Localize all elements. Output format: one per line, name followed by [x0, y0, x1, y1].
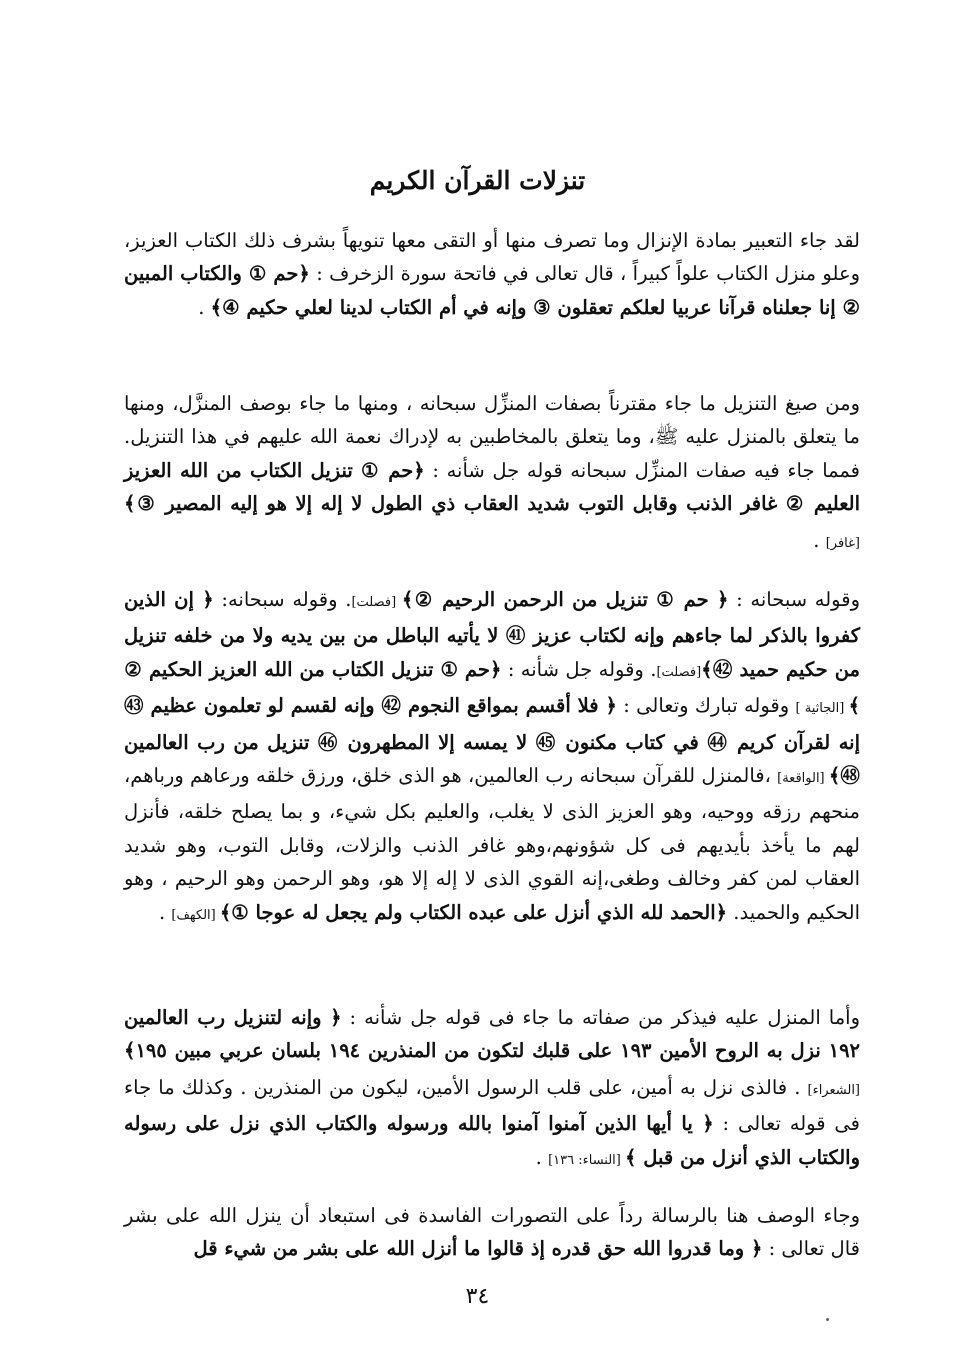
quran-quote: ﴿ وإنه لتنزيل رب العالمين ١٩٢ نزل به الروح الأمين ١٩٣ على قلبك لتكون من المنذرين ١٩٤ بلسان عربي مبين ١٩٥﴾	[124, 1006, 861, 1063]
paragraph-text: وقوله تبارك وتعالى :	[616, 694, 796, 718]
surah-reference: [النساء: ١٣٦]	[548, 1152, 625, 1168]
paragraph-tail: .	[535, 1145, 549, 1169]
surah-reference: [الشعراء]	[807, 1082, 860, 1098]
paragraph-4	[124, 1001, 860, 1177]
paragraph-5	[124, 1199, 860, 1266]
paragraph-text: . فالذى نزل به أمين، على قلب الرسول الأمين، ليكون من المنذرين . وكذلك ما جاء فى قوله تعالى :	[124, 1075, 861, 1136]
paragraph-text: لقد جاء التعبير بمادة الإنزال وما تصرف منها أو التقى معها تنويهاً بشرف ذلك الكتاب العزيز، وعلو منزل الكتاب علواً كبيراً ، قال تعالى في فاتحة سورة الزخرف :	[124, 229, 861, 286]
paragraph-text: ومن صيغ التنزيل ما جاء مقترناً بصفات المنزِّل سبحانه ، ومنها ما جاء بوصف المنزَّل، ومنها ما يتعلق بالمنزل عليه ﷺ، وما يتعلق بالمخاطبين به لإدراك نعمة الله عليهم في هذا التنزيل. فمما جاء فيه صفات المنزِّل سبحانه قوله جل شأنه :	[124, 392, 860, 482]
paragraph-3	[124, 583, 860, 932]
surah-reference: [الجاثية ]	[795, 701, 849, 717]
paragraph-text: . وقوله جل شأنه :	[501, 657, 657, 681]
surah-reference: [فصلت]	[351, 595, 402, 610]
quran-quote: ﴿ حم ① تنزيل من الرحمن الرحيم ②﴾	[401, 588, 729, 611]
paragraph-tail: .	[198, 295, 211, 319]
paragraph-2	[124, 387, 860, 560]
paragraph-text: وقوله سبحانه :	[728, 588, 860, 611]
quran-quote: ﴿ إن الذين كفروا بالذكر لما جاءهم وإنه لكتاب عزيز ㊶ لا يأتيه الباطل من بين يديه ولا من خلفه تنزيل من حكيم حميد ㊷﴾	[124, 588, 861, 681]
page-number: ٣٤	[465, 1284, 490, 1309]
paragraph-text: ،فالمنزل للقرآن سبحانه رب العالمين، هو الذى خلق، ورزق خلقه ورعاهم ورباهم، منحهم رزقه ووحيه، وهو العزيز الذى لا يغلب، والعليم بكل شيء، و بما يصلح خلقه، فأنزل لهم ما يأخذ بأيديهم فى كل شؤونهم،وهو غافر الذنب والزلات، وقابل التوب، وهو شديد العقاب لمن كفر وخالف وطغى،إنه القوي الذى لا إله إلا هو، وهو الرحمن وهو الرحيم ، وهو الحكيم والحميد.	[124, 764, 860, 924]
paragraph-1	[124, 224, 860, 324]
quran-quote: ﴿حم ① تنزيل الكتاب من الله العزيز العليم ② غافر الذنب وقابل التوب شديد العقاب ذي الطول لا إله إلا هو إليه المصير ③﴾	[124, 458, 860, 516]
surah-reference: [الكهف]	[171, 907, 220, 923]
surah-reference: [الواقعة]	[777, 771, 829, 787]
page-title: تنزلات القرآن الكريم	[369, 166, 586, 195]
quran-quote: ﴿حم ① تنزيل الكتاب من الله العزيز الحكيم ② ﴾	[124, 657, 860, 718]
quran-quote: ﴿الحمد لله الذي أنزل على عبده الكتاب ولم يجعل له عوجا ①﴾	[219, 900, 728, 924]
quran-quote: ﴿حم ① والكتاب المبين ② إنا جعلناه قرآنا عربيا لعلكم تعقلون ③ وإنه في أم الكتاب لدينا لعلي حكيم ④﴾	[124, 262, 860, 319]
surah-reference: [فصلت]	[656, 664, 702, 680]
paragraph-tail: .	[813, 528, 826, 552]
quran-quote: ﴿ فلا أقسم بمواقع النجوم ㊷ وإنه لقسم لو تعلمون عظيم ㊸ إنه لقرآن كريم ㊹ في كتاب مكنون ㊺ لا يمسه إلا المطهرون ㊻ تنزيل من رب العالمين ㊽﴾	[124, 694, 860, 788]
quran-quote: ﴿ يا أيها الذين آمنوا آمنوا بالله ورسوله والكتاب الذي نزل على رسوله والكتاب الذي أنزل من قبل ﴾	[124, 1112, 860, 1169]
scan-speck	[826, 1318, 829, 1321]
paragraph-tail: .	[158, 900, 172, 924]
paragraph-text: وأما المنزل عليه فيذكر من صفاته ما جاء فى قوله جل شأنه :	[341, 1006, 861, 1029]
quran-quote: ﴿ وما قدروا الله حق قدره إذ قالوا ما أنزل الله على بشر من شيء قل	[193, 1237, 763, 1261]
paragraph-text: . وقوله سبحانه:	[213, 588, 352, 611]
surah-reference: [غافر]	[825, 535, 860, 551]
paragraph-text: وجاء الوصف هنا بالرسالة رداً على التصورات الفاسدة فى استبعاد أن ينزل الله على بشر قال تعالى :	[124, 1204, 860, 1261]
